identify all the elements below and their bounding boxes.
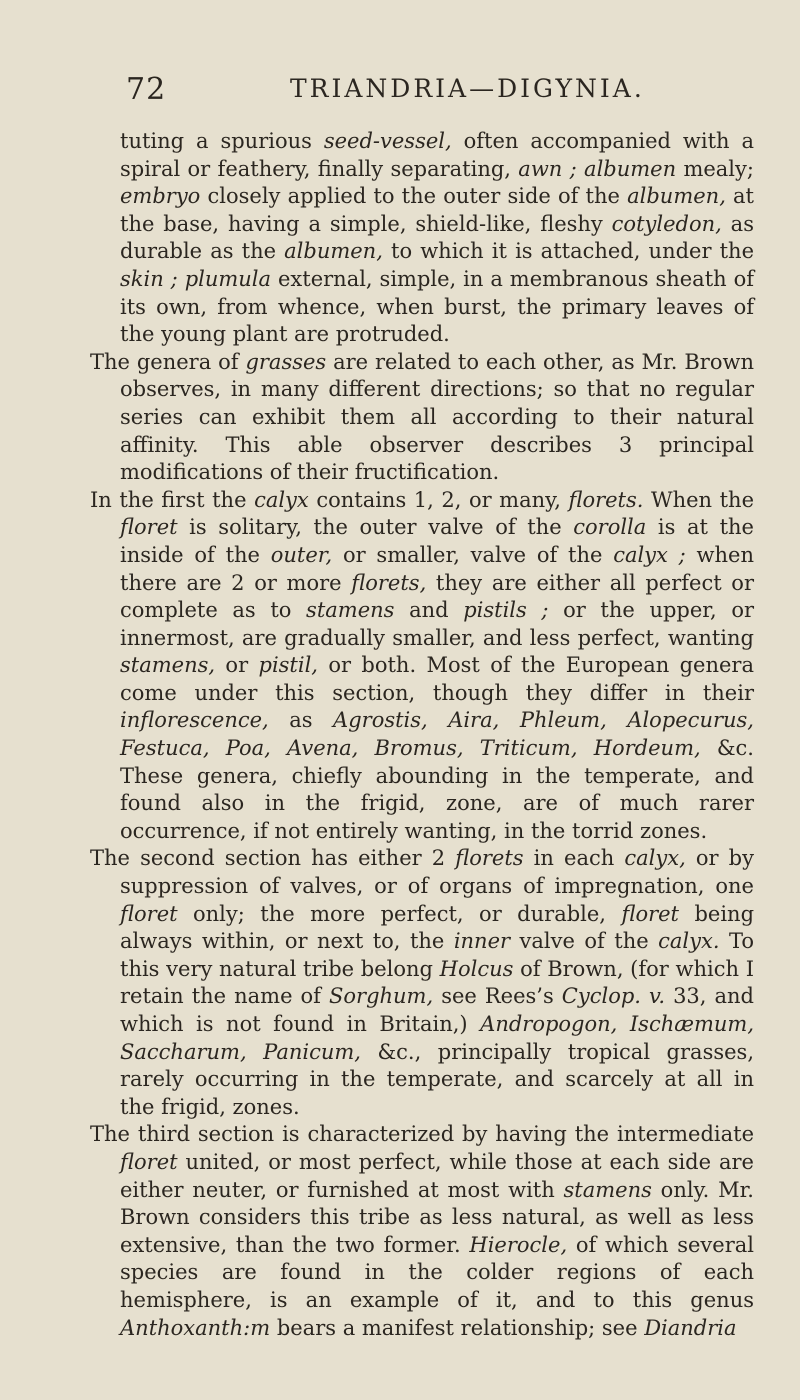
text-run: as — [268, 708, 334, 733]
italic-term: embryo — [120, 184, 201, 209]
text-run: The second section has either 2 — [90, 846, 456, 871]
italic-term: corolla — [573, 515, 647, 540]
italic-term: seed-vessel, — [323, 129, 452, 153]
italic-term: pistils ; — [463, 598, 549, 623]
paragraph-p4 — [90, 1121, 754, 1342]
italic-term: stamens, — [120, 653, 216, 678]
paragraph-p3 — [90, 845, 754, 1121]
text-run: they are either all perfect or complete as to — [120, 570, 754, 623]
text-run — [577, 157, 584, 181]
text-run: in each — [523, 846, 625, 871]
italic-term: florets. — [568, 487, 644, 512]
italic-term: Sorghum, — [329, 984, 434, 1009]
italic-term: Diandria — [644, 1315, 737, 1340]
italic-term: outer, — [270, 542, 333, 567]
text-run: to which it is attached, under the — [382, 239, 755, 264]
italic-term: floret — [120, 901, 178, 926]
text-run: In the first the — [90, 487, 255, 512]
text-run: of Brown, (for which I retain the name of — [120, 956, 755, 1009]
italic-term: Holcus — [439, 956, 514, 981]
text-run: or smaller, valve of the — [332, 542, 614, 567]
text-run: external, simple, in a membranous sheath of its own, from whence, when burst, the primary leaves of the young plant are protruded. — [120, 266, 755, 347]
text-run: 33, and which is not found in Britain,) — [120, 984, 754, 1036]
italic-term: inner — [453, 929, 511, 954]
italic-term: florets — [455, 846, 524, 871]
text-run: bears a manifest relationship; see — [270, 1315, 645, 1340]
text-run: being always within, or next to, the — [120, 901, 755, 954]
text-run: The genera of — [90, 349, 246, 374]
italic-term: Anthoxanth:m — [120, 1315, 271, 1340]
italic-term: awn ; — [518, 156, 577, 181]
italic-term: calyx, — [624, 846, 686, 871]
text-run: of which several species are found in the colder regions of each hemisphere, is an example of it, and to this genus — [120, 1232, 754, 1312]
italic-term: albumen — [584, 156, 677, 181]
text-run: are related to each other, as Mr. Brown observes, in many different directions; so that no regular series can exhibit them all according to their natural affinity. This able observer describes 3 principal modifications of their fructification. — [120, 349, 754, 485]
text-run: and — [394, 598, 464, 623]
text-run: united, or most perfect, while those at each side are either neuter, or furnished at most with — [120, 1149, 754, 1202]
text-run: &c., principally tropical grasses, rarely occurring in the temperate, and scarcely at all in the frigid, zones. — [120, 1039, 754, 1119]
text-run: contains 1, 2, or many, — [308, 487, 569, 512]
text-run: or both. Most of the European genera come under this section, though they differ in their — [120, 653, 754, 705]
italic-term: floret — [621, 901, 679, 926]
text-run: often accompanied with a spiral or feathery, finally separating, — [120, 129, 755, 181]
italic-term: Agrostis, Aira, Phleum, Alopecurus, Festuca, Poa, Avena, Bromus, Triticum, Hordeum, — [120, 708, 754, 761]
italic-term: Andropogon, Ischæmum, Saccharum, Panicum, — [120, 1012, 754, 1064]
text-run: see Rees’s — [433, 984, 562, 1009]
text-run: tuting a spurious — [120, 129, 324, 153]
italic-term: pistil, — [258, 653, 318, 678]
text-run: at the base, having a simple, shield-like, fleshy — [120, 184, 754, 236]
italic-term: cotyledon, — [611, 211, 722, 236]
italic-term: albumen, — [284, 239, 383, 264]
italic-term: inflorescence, — [120, 708, 269, 733]
text-run: To this very natural tribe belong — [120, 929, 755, 981]
text-run: is solitary, the outer valve of the — [177, 515, 574, 540]
italic-term: floret — [120, 1149, 178, 1174]
italic-term: skin ; plumula — [120, 266, 272, 291]
italic-term: calyx ; — [613, 542, 686, 567]
italic-term: stamens — [306, 598, 395, 623]
text-run: When the — [643, 487, 754, 512]
text-run: mealy; — [676, 156, 754, 181]
italic-term: stamens — [563, 1177, 652, 1202]
page-number: 72 — [126, 72, 167, 107]
italic-term: albumen, — [627, 184, 726, 209]
italic-term: Hierocle, — [469, 1232, 568, 1257]
italic-term: grasses — [245, 349, 327, 374]
italic-term: floret — [120, 515, 178, 540]
text-run: The third section is characterized by having the intermediate — [90, 1122, 754, 1147]
running-title: TRIANDRIA—DIGYNIA. — [290, 74, 645, 103]
italic-term: florets, — [351, 570, 427, 595]
italic-term: Cyclop. v. — [561, 984, 666, 1009]
text-run: or the upper, or innermost, are gradually smaller, and less perfect, wanting — [120, 598, 754, 650]
text-run: closely applied to the outer side of the — [200, 184, 628, 209]
text-run: or — [215, 653, 259, 678]
text-run: only. Mr. Brown considers this tribe as less natural, as well as less extensive, than the two former. — [120, 1177, 754, 1257]
paragraph-p1 — [90, 349, 754, 487]
text-run: &c. These genera, chiefly abounding in the temperate, and found also in the frigid, zone, are of much rarer occurrence, if not entirely wanting, in the torrid zones. — [120, 736, 754, 843]
italic-term: calyx — [254, 487, 309, 512]
body-text — [90, 128, 754, 1342]
paragraph-p2 — [90, 487, 754, 846]
text-run: when there are 2 or more — [120, 542, 754, 595]
paragraph-p0 — [90, 128, 754, 349]
italic-term: calyx. — [658, 929, 720, 954]
text-run: only; the more perfect, or durable, — [177, 901, 622, 926]
text-run: or by suppression of valves, or of organs of impregnation, one — [120, 846, 754, 899]
text-run: is at the inside of the — [120, 515, 754, 567]
running-head — [90, 70, 754, 110]
text-run: valve of the — [510, 929, 659, 954]
text-run: as durable as the — [120, 211, 754, 264]
